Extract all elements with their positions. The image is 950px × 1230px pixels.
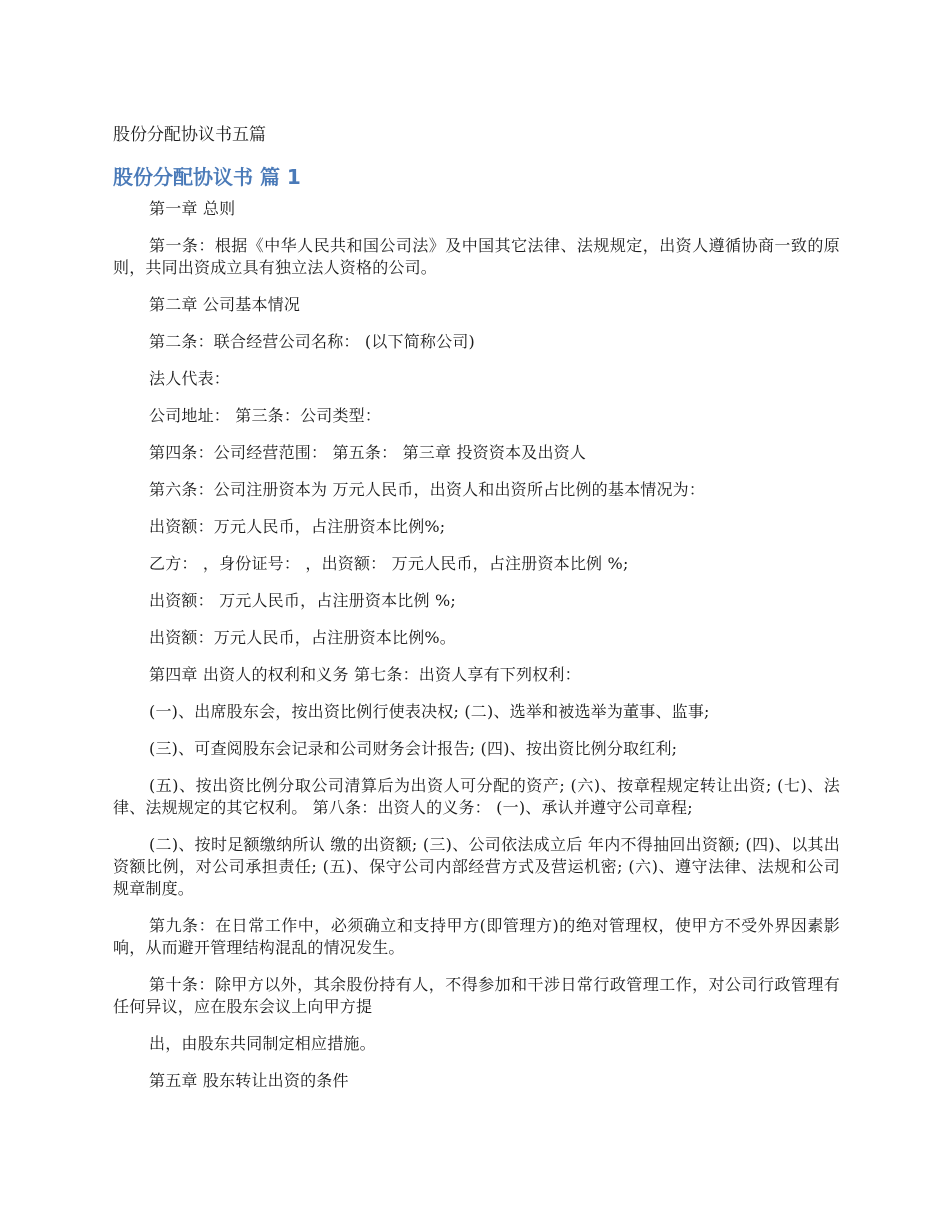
paragraph-obligations: (二)、按时足额缴纳所认 缴的出资额; (三)、公司依法成立后 年内不得抽回出资额; (四)、以其出资额比例，对公司承担责任; (五)、保守公司内部经营方式及营运机密; (六)、遵守法律、法规和公司规章制度。 xyxy=(113,835,840,898)
paragraph-article-1: 第一条：根据《中华人民共和国公司法》及中国其它法律、法规规定，出资人遵循协商一致的原则，共同出资成立具有独立法人资格的公司。 xyxy=(113,236,840,277)
paragraph-chapter-4: 第四章 出资人的权利和义务 第七条：出资人享有下列权利： xyxy=(149,665,581,684)
paragraph-article-2: 第二条：联合经营公司名称： (以下简称公司) xyxy=(149,332,475,351)
paragraph-legal-rep: 法人代表： xyxy=(149,369,231,388)
paragraph-contribution-1: 出资额：万元人民币，占注册资本比例%; xyxy=(149,517,446,536)
paragraph-chapter-5: 第五章 股东转让出资的条件 xyxy=(149,1071,349,1090)
paragraph-contribution-3: 出资额：万元人民币，占注册资本比例%。 xyxy=(149,628,457,647)
paragraph-article-4: 第四条：公司经营范围： 第五条： 第三章 投资资本及出资人 xyxy=(149,443,587,462)
paragraph-address: 公司地址： 第三条：公司类型： xyxy=(149,406,382,425)
paragraph-article-6: 第六条：公司注册资本为 万元人民币，出资人和出资所占比例的基本情况为： xyxy=(149,480,706,499)
paragraph-party-b: 乙方： ，身份证号： ，出资额： 万元人民币，占注册资本比例 %; xyxy=(149,554,629,573)
paragraph-article-10: 第十条：除甲方以外，其余股份持有人，不得参加和干涉日常行政管理工作，对公司行政管理有任何异议，应在股东会议上向甲方提 xyxy=(113,975,840,1016)
paragraph-rights-1: (一)、出席股东会，按出资比例行使表决权; (二)、选举和被选举为董事、监事; xyxy=(149,702,710,721)
paragraph-rights-3: (五)、按出资比例分取公司清算后为出资人可分配的资产; (六)、按章程规定转让出资; (七)、法律、法规规定的其它权利。 第八条：出资人的义务： (一)、承认并遵守公司章程; xyxy=(113,776,840,817)
paragraph-article-9: 第九条：在日常工作中，必须确立和支持甲方(即管理方)的绝对管理权，使甲方不受外界因素影响，从而避开管理结构混乱的情况发生。 xyxy=(113,916,840,957)
paragraph-rights-2: (三)、可查阅股东会记录和公司财务会计报告; (四)、按出资比例分取红利; xyxy=(149,739,678,758)
document-title: 股份分配协议书五篇 xyxy=(113,125,266,145)
section-heading: 股份分配协议书 篇 1 xyxy=(113,165,301,189)
paragraph-article-10-cont: 出，由股东共同制定相应措施。 xyxy=(149,1034,376,1053)
paragraph-chapter-1: 第一章 总则 xyxy=(149,199,236,218)
paragraph-contribution-2: 出资额： 万元人民币，占注册资本比例 %; xyxy=(149,591,456,610)
paragraph-chapter-2: 第二章 公司基本情况 xyxy=(149,295,301,314)
